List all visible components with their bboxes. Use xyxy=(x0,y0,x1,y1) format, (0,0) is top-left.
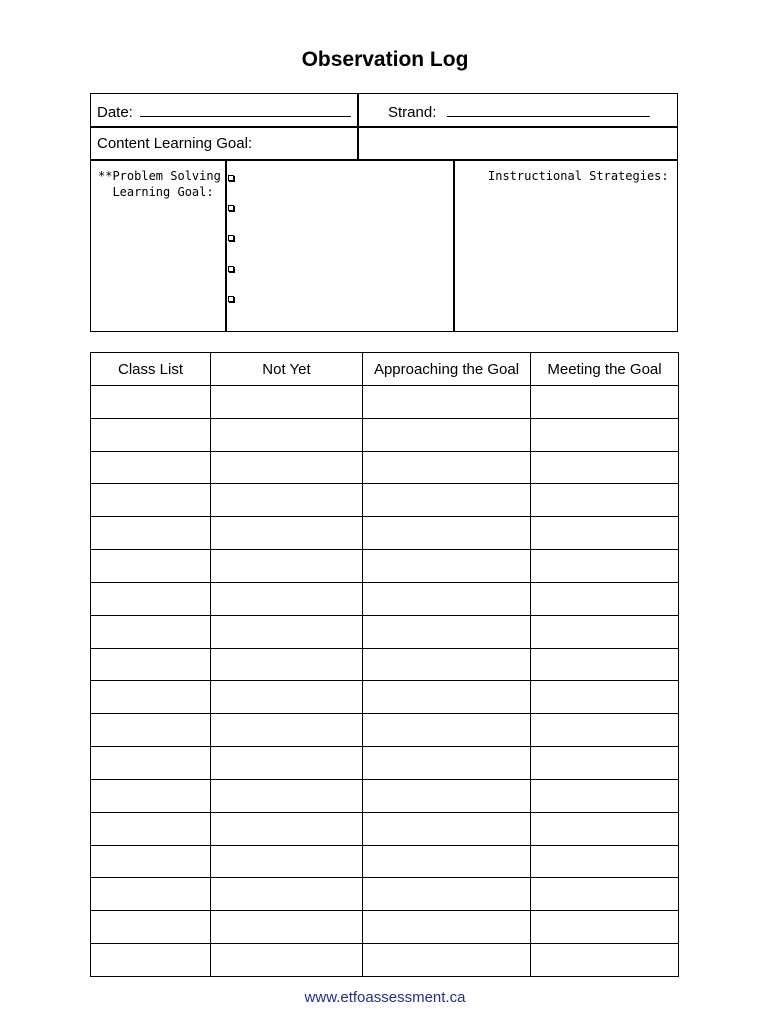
column-header-not-yet: Not Yet xyxy=(211,353,363,386)
table-row xyxy=(91,517,679,550)
header-box xyxy=(90,93,678,332)
table-cell[interactable] xyxy=(531,944,679,977)
table-cell[interactable] xyxy=(91,550,211,583)
table-cell[interactable] xyxy=(531,812,679,845)
table-row xyxy=(91,714,679,747)
strand-underline xyxy=(447,102,650,117)
table-cell[interactable] xyxy=(211,944,363,977)
table-row xyxy=(91,582,679,615)
header-divider-col-2 xyxy=(225,159,227,332)
table-row xyxy=(91,911,679,944)
table-cell[interactable] xyxy=(91,714,211,747)
header-divider-col-3 xyxy=(453,159,455,332)
table-cell[interactable] xyxy=(531,779,679,812)
table-cell[interactable] xyxy=(91,747,211,780)
date-underline xyxy=(140,102,351,117)
column-header-approaching: Approaching the Goal xyxy=(363,353,531,386)
table-cell[interactable] xyxy=(531,386,679,419)
table-header-row xyxy=(91,353,679,386)
table-row xyxy=(91,779,679,812)
table-cell[interactable] xyxy=(531,878,679,911)
table-cell[interactable] xyxy=(211,386,363,419)
table-cell[interactable] xyxy=(91,779,211,812)
table-cell[interactable] xyxy=(531,747,679,780)
table-cell[interactable] xyxy=(91,418,211,451)
table-cell[interactable] xyxy=(211,714,363,747)
table-cell[interactable] xyxy=(363,582,531,615)
table-row xyxy=(91,550,679,583)
footer-url[interactable]: www.etfoassessment.ca xyxy=(304,989,466,1006)
table-cell[interactable] xyxy=(211,451,363,484)
table-cell[interactable] xyxy=(211,418,363,451)
table-row xyxy=(91,878,679,911)
date-field[interactable] xyxy=(97,102,351,121)
content-learning-goal-label: Content Learning Goal: xyxy=(97,135,253,152)
table-cell[interactable] xyxy=(211,779,363,812)
table-cell[interactable] xyxy=(211,517,363,550)
header-divider-col-1 xyxy=(357,93,359,160)
table-cell[interactable] xyxy=(211,648,363,681)
table-cell[interactable] xyxy=(211,681,363,714)
table-cell[interactable] xyxy=(363,747,531,780)
table-row xyxy=(91,648,679,681)
table-row xyxy=(91,418,679,451)
table-row xyxy=(91,845,679,878)
table-cell[interactable] xyxy=(211,747,363,780)
table-cell[interactable] xyxy=(531,451,679,484)
table-cell[interactable] xyxy=(531,615,679,648)
table-cell[interactable] xyxy=(531,550,679,583)
table-cell[interactable] xyxy=(211,582,363,615)
checkbox[interactable] xyxy=(228,266,234,272)
table-row xyxy=(91,944,679,977)
table-cell[interactable] xyxy=(531,681,679,714)
table-cell[interactable] xyxy=(91,484,211,517)
table-cell[interactable] xyxy=(531,582,679,615)
table-body xyxy=(91,386,679,977)
table-cell[interactable] xyxy=(531,418,679,451)
column-header-class-list: Class List xyxy=(91,353,211,386)
table-cell[interactable] xyxy=(211,911,363,944)
table-cell[interactable] xyxy=(211,484,363,517)
table-row xyxy=(91,812,679,845)
table-cell[interactable] xyxy=(363,812,531,845)
table-row xyxy=(91,615,679,648)
observation-table xyxy=(90,352,679,977)
table-cell[interactable] xyxy=(91,451,211,484)
table-cell[interactable] xyxy=(531,648,679,681)
table-cell[interactable] xyxy=(363,386,531,419)
header-divider-1 xyxy=(90,126,678,128)
strand-field[interactable] xyxy=(388,102,650,121)
table-cell[interactable] xyxy=(363,911,531,944)
table-cell[interactable] xyxy=(363,648,531,681)
table-cell[interactable] xyxy=(91,911,211,944)
table-row xyxy=(91,484,679,517)
table-cell[interactable] xyxy=(91,944,211,977)
table-cell[interactable] xyxy=(363,484,531,517)
table-cell[interactable] xyxy=(91,681,211,714)
table-cell[interactable] xyxy=(363,845,531,878)
table-cell[interactable] xyxy=(91,582,211,615)
problem-solving-goal-label: **Problem Solving Learning Goal: xyxy=(98,169,221,199)
table-row xyxy=(91,451,679,484)
table-cell[interactable] xyxy=(363,681,531,714)
table-row xyxy=(91,681,679,714)
page-title: Observation Log xyxy=(301,48,469,71)
table-row xyxy=(91,747,679,780)
table-cell[interactable] xyxy=(363,517,531,550)
table-cell[interactable] xyxy=(363,878,531,911)
checkbox[interactable] xyxy=(228,205,234,211)
table-cell[interactable] xyxy=(91,845,211,878)
table-cell[interactable] xyxy=(211,615,363,648)
table-cell[interactable] xyxy=(363,944,531,977)
checkbox[interactable] xyxy=(228,296,234,302)
table-cell[interactable] xyxy=(211,812,363,845)
table-cell[interactable] xyxy=(363,615,531,648)
checkbox[interactable] xyxy=(228,235,234,241)
table-cell[interactable] xyxy=(91,615,211,648)
date-label: Date: xyxy=(97,104,133,121)
table-cell[interactable] xyxy=(363,714,531,747)
table-cell[interactable] xyxy=(211,550,363,583)
table-cell[interactable] xyxy=(91,648,211,681)
table-cell[interactable] xyxy=(91,812,211,845)
table-cell[interactable] xyxy=(363,418,531,451)
table-cell[interactable] xyxy=(363,451,531,484)
table-cell[interactable] xyxy=(211,878,363,911)
strand-label: Strand: xyxy=(388,104,437,121)
table-cell[interactable] xyxy=(363,550,531,583)
table-cell[interactable] xyxy=(91,517,211,550)
table-cell[interactable] xyxy=(211,845,363,878)
table-cell[interactable] xyxy=(531,911,679,944)
column-header-meeting: Meeting the Goal xyxy=(531,353,679,386)
instructional-strategies-label: Instructional Strategies: xyxy=(488,169,669,183)
table-cell[interactable] xyxy=(531,845,679,878)
table-cell[interactable] xyxy=(531,517,679,550)
table-row xyxy=(91,386,679,419)
table-cell[interactable] xyxy=(531,484,679,517)
table-cell[interactable] xyxy=(531,714,679,747)
checkbox[interactable] xyxy=(228,175,234,181)
table-cell[interactable] xyxy=(91,386,211,419)
table-cell[interactable] xyxy=(363,779,531,812)
table-cell[interactable] xyxy=(91,878,211,911)
header-divider-2 xyxy=(90,159,678,161)
